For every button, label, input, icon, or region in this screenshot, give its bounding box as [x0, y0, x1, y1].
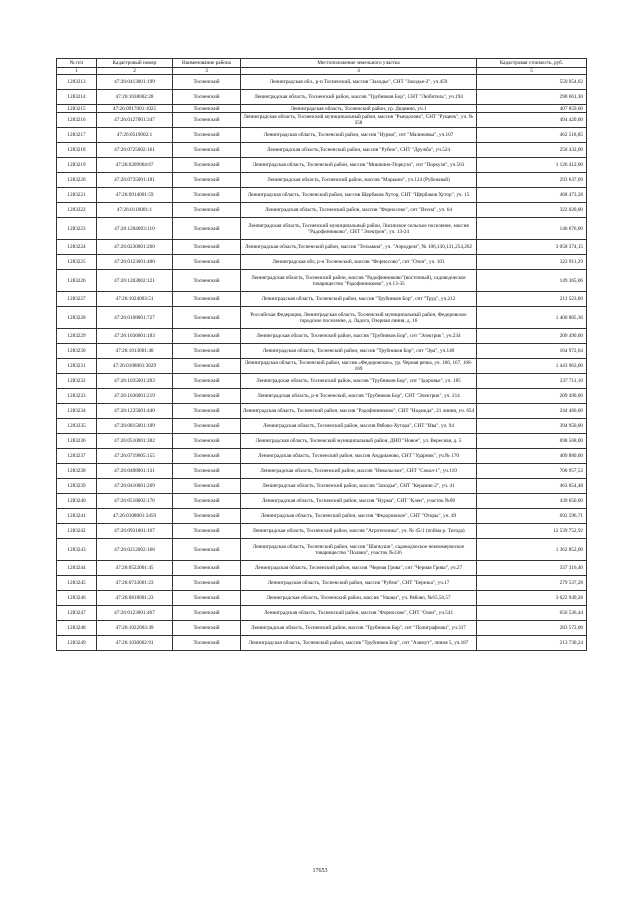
- cadastral-number: 47:26:0522001:45: [97, 561, 173, 576]
- district-name: Тосненский: [173, 158, 241, 173]
- row-index: 1283246: [57, 591, 97, 606]
- table-row: [57, 203, 587, 218]
- table-row: [57, 621, 587, 636]
- location: Ленинградская область, Тосненский район, массив "Никольское", СНТ "Сокол-1", уч.110: [241, 464, 477, 479]
- cadastral-number: 47:26:0123001:467: [97, 606, 173, 621]
- row-index: 1283245: [57, 576, 97, 591]
- cadastral-value-table: [56, 58, 586, 651]
- table-row: [57, 464, 587, 479]
- table-row: [57, 479, 587, 494]
- cadastral-number: 47:26:1038002:28: [97, 90, 173, 105]
- location: Ленинградская область, Тосненский район, массив "Форносово", снт "Весна", уч. 64: [241, 203, 477, 218]
- district-name: Тосненский: [173, 105, 241, 113]
- location: Ленинградская область, Тосненский муниципальный район, Лисинское сельское поселение, массив "Радофинниково", СНТ "Электрон", уч. 13-24: [241, 218, 477, 240]
- table-row: [57, 105, 587, 113]
- district-name: Тосненский: [173, 359, 241, 374]
- cadastral-value: 213 730,24: [477, 636, 587, 651]
- row-index: 1283241: [57, 509, 97, 524]
- header-index: № п/п: [57, 59, 97, 68]
- district-name: Тосненский: [173, 464, 241, 479]
- table-row: [57, 143, 587, 158]
- cadastral-number: 47:26:1035001:203: [97, 374, 173, 389]
- district-name: Тосненский: [173, 292, 241, 307]
- table-row: [57, 561, 587, 576]
- cadastral-value: 407 859,60: [477, 105, 587, 113]
- cadastral-number: 47:26:0519002:1: [97, 128, 173, 143]
- cadastral-number: 47:26:0914001:59: [97, 188, 173, 203]
- district-name: Тосненский: [173, 255, 241, 270]
- location: Ленинградская область, Тосненский район, массив "Марьино", уч.124 (Рубежный): [241, 173, 477, 188]
- row-index: 1283244: [57, 561, 97, 576]
- cadastral-value: 1 400 805,36: [477, 307, 587, 329]
- location: Ленинградская область, Тосненский район, массив «Федоровское», ур. Черная речка, уч. 166, 167, 168-169: [241, 359, 477, 374]
- cadastral-value: 1 362 852,00: [477, 539, 587, 561]
- row-index: 1283239: [57, 479, 97, 494]
- column-number: 4: [241, 68, 477, 75]
- column-number-row: [57, 68, 587, 75]
- row-index: 1283218: [57, 143, 97, 158]
- row-index: 1283232: [57, 374, 97, 389]
- table-row: [57, 494, 587, 509]
- district-name: Тосненский: [173, 389, 241, 404]
- row-index: 1283234: [57, 404, 97, 419]
- table-row: [57, 188, 587, 203]
- table-row: [57, 270, 587, 292]
- table-row: [57, 576, 587, 591]
- cadastral-number: 47:26:1036001:219: [97, 389, 173, 404]
- table-row: [57, 344, 587, 359]
- row-index: 1283240: [57, 494, 97, 509]
- table-row: [57, 307, 587, 329]
- cadastral-number: 47:26:0735001:181: [97, 173, 173, 188]
- table-row: [57, 539, 587, 561]
- district-name: Тосненский: [173, 374, 241, 389]
- row-index: 1283220: [57, 173, 97, 188]
- table-row: [57, 374, 587, 389]
- cadastral-number: 47:26:0413001:199: [97, 75, 173, 90]
- header-location: Местоположение земельного участка: [241, 59, 477, 68]
- cadastral-value: 209 490,00: [477, 389, 587, 404]
- row-index: 1283216: [57, 113, 97, 128]
- district-name: Тосненский: [173, 606, 241, 621]
- cadastral-value: 211 523,60: [477, 292, 587, 307]
- header-district: Наименование района: [173, 59, 241, 68]
- cadastral-value: 337 316,40: [477, 561, 587, 576]
- district-name: Тосненский: [173, 404, 241, 419]
- cadastral-value: 1 443 963,00: [477, 359, 587, 374]
- table-row: [57, 158, 587, 173]
- cadastral-value: 244 460,00: [477, 404, 587, 419]
- cadastral-number: 47:26:0818001:23: [97, 591, 173, 606]
- cadastral-number: 47:26:0815001:109: [97, 419, 173, 434]
- district-name: Тосненский: [173, 143, 241, 158]
- cadastral-number: 47:26:1024003:51: [97, 292, 173, 307]
- location: Ленинградская область, Тосненский район, массив Андрианово, СНТ "Ударник", уч.№ 170: [241, 449, 477, 464]
- location: Ленинградская область, Тосненский район, массив "Радофинниково"(восточный), садоводческое товарищество "Радофинниково", уч.13-35: [241, 270, 477, 292]
- district-name: Тосненский: [173, 75, 241, 90]
- district-name: Тосненский: [173, 591, 241, 606]
- cadastral-number: 47:26:1204003:110: [97, 218, 173, 240]
- cadastral-number: 47:26:0518002:176: [97, 494, 173, 509]
- district-name: Тосненский: [173, 621, 241, 636]
- cadastral-value: 494 420,00: [477, 113, 587, 128]
- cadastral-value: 409 880,00: [477, 449, 587, 464]
- table-row: [57, 218, 587, 240]
- table-row: [57, 128, 587, 143]
- row-index: 1283231: [57, 359, 97, 374]
- cadastral-number: 47:26:0116001:1: [97, 203, 173, 218]
- district-name: Тосненский: [173, 307, 241, 329]
- location: Ленинградская область,Тосненский район, массив "Рубеж", СНТ "Дружба", уч.524: [241, 143, 477, 158]
- cadastral-number: 47:26:0408001:131: [97, 464, 173, 479]
- location: Ленинградская обл, р-н Тосненский, массив "Форносово", снт "Озон", уч. 101: [241, 255, 477, 270]
- table-row: [57, 449, 587, 464]
- row-index: 1283222: [57, 203, 97, 218]
- table-row: [57, 292, 587, 307]
- row-index: 1283221: [57, 188, 97, 203]
- district-name: Тосненский: [173, 188, 241, 203]
- location: Ленинградская область, Тосненский район, массив "Трубников Бор", снт "Полиграфмаш", уч.317: [241, 621, 477, 636]
- district-name: Тосненский: [173, 576, 241, 591]
- table-row: [57, 240, 587, 255]
- cadastral-value: 439 650,00: [477, 494, 587, 509]
- cadastral-number: 47:26:1036001:183: [97, 329, 173, 344]
- table-row: [57, 636, 587, 651]
- table-row: [57, 591, 587, 606]
- cadastral-number: 47:26:0719005:155: [97, 449, 173, 464]
- cadastral-value: 322 020,00: [477, 203, 587, 218]
- cadastral-number: 47:26:0209004:67: [97, 158, 173, 173]
- table-row: [57, 75, 587, 90]
- table-row: [57, 509, 587, 524]
- cadastral-number: 47:26:0123001:400: [97, 255, 173, 270]
- location: Ленинградская область, Тосненский район, массив "Трубников Бор", снт "Электрик", уч.234: [241, 329, 477, 344]
- cadastral-value: 322 911,29: [477, 255, 587, 270]
- row-index: 1283225: [57, 255, 97, 270]
- location: Ленинградская область, Тосненский район, массив "Агротехника", уч. № 45/1 (пойма р. Тигода): [241, 524, 477, 539]
- location: Ленинградская область, Тосненский район, массив "Федоровское", СНТ "Откры", уч. 49: [241, 509, 477, 524]
- district-name: Тосненский: [173, 494, 241, 509]
- data-table: [56, 58, 587, 651]
- header-cadastral-number: Кадастровый номер: [97, 59, 173, 68]
- district-name: Тосненский: [173, 419, 241, 434]
- location: Ленинградская область, Тосненский район, массив "Шапкуши", садоводческое некоммерческое товарищество "Поляна", участок №336: [241, 539, 477, 561]
- district-name: Тосненский: [173, 218, 241, 240]
- column-number: 1: [57, 68, 97, 75]
- header-row: [57, 59, 587, 68]
- row-index: 1283213: [57, 75, 97, 90]
- cadastral-number: 47:26:0108001:3029: [97, 359, 173, 374]
- column-number: 3: [173, 68, 241, 75]
- cadastral-number: 47:26:0212002:168: [97, 539, 173, 561]
- district-name: Тосненский: [173, 113, 241, 128]
- cadastral-value: 258 432,00: [477, 143, 587, 158]
- cadastral-value: 3 058 374,15: [477, 240, 587, 255]
- location: Ленинградская область, Тосненский район, ур. Дидвино, уч.1: [241, 105, 477, 113]
- location: Ленинградская область, Тосненский район, массив "Трубников Бор", снт "Эра", уч.140: [241, 344, 477, 359]
- cadastral-value: 656 536,44: [477, 606, 587, 621]
- location: Ленинградская область, Тосненский район, массив "Трубников Бор", снт "Труд", уч.212: [241, 292, 477, 307]
- row-index: 1283243: [57, 539, 97, 561]
- district-name: Тосненский: [173, 434, 241, 449]
- cadastral-value: 550 054,62: [477, 75, 587, 90]
- row-index: 1283226: [57, 270, 97, 292]
- table-row: [57, 329, 587, 344]
- row-index: 1283214: [57, 90, 97, 105]
- cadastral-number: 47:26:0917001:1025: [97, 105, 173, 113]
- cadastral-number: 47:26:0108001:3459: [97, 509, 173, 524]
- location: Ленинградская область, Тосненский район, массив Рябово-Хутора", СНТ "Ива", уч. 94: [241, 419, 477, 434]
- table-row: [57, 359, 587, 374]
- row-index: 1283219: [57, 158, 97, 173]
- table-row: [57, 434, 587, 449]
- row-index: 1283248: [57, 621, 97, 636]
- district-name: Тосненский: [173, 90, 241, 105]
- location: Ленинградская область, Тосненский муниципальный район, ДНП "Новое", ул. Вересная, д. 5: [241, 434, 477, 449]
- cadastral-number: 47:26:0725002:161: [97, 143, 173, 158]
- cadastral-value: 1 126 412,00: [477, 158, 587, 173]
- location: Ленинградская область, Тосненский район, массив "Трубников Бор", СНТ "Любитель", уч.194: [241, 90, 477, 105]
- district-name: Тосненский: [173, 344, 241, 359]
- cadastral-value: 12 539 752,92: [477, 524, 587, 539]
- cadastral-value: 462 518,85: [477, 128, 587, 143]
- district-name: Тосненский: [173, 203, 241, 218]
- location: Ленинградская область, Тосненский район, массив "Рубеж", СНТ "Березка", уч.17: [241, 576, 477, 591]
- cadastral-number: 47:26:1030002:91: [97, 636, 173, 651]
- table-row: [57, 389, 587, 404]
- location: Ленинградская обл., р-н Тосненский, массив "Заходье", СНТ "Заходье-2", уч.459: [241, 75, 477, 90]
- district-name: Тосненский: [173, 270, 241, 292]
- row-index: 1283228: [57, 307, 97, 329]
- row-index: 1283249: [57, 636, 97, 651]
- table-row: [57, 90, 587, 105]
- table-body: [57, 75, 587, 651]
- district-name: Тосненский: [173, 524, 241, 539]
- district-name: Тосненский: [173, 449, 241, 464]
- row-index: 1283237: [57, 449, 97, 464]
- table-row: [57, 173, 587, 188]
- district-name: Тосненский: [173, 329, 241, 344]
- row-index: 1283247: [57, 606, 97, 621]
- district-name: Тосненский: [173, 173, 241, 188]
- location: Ленинградская область, Тосненский муниципальный район, массив "Рындолово", СНТ "Рущеек", уч. № 358: [241, 113, 477, 128]
- cadastral-number: 47:26:0230001:260: [97, 240, 173, 255]
- location: Ленинградская область, Тосненский район, массив "Трубников Бор", снт "Здоровье", уч. 185: [241, 374, 477, 389]
- row-index: 1283227: [57, 292, 97, 307]
- cadastral-value: 149 365,06: [477, 270, 587, 292]
- cadastral-number: 47:26:0127001:347: [97, 113, 173, 128]
- district-name: Тосненский: [173, 539, 241, 561]
- row-index: 1283224: [57, 240, 97, 255]
- location: Ленинградская область, Тосненский район, массив "Ушаки", уч. Рябово, №65,56,57: [241, 591, 477, 606]
- column-number: 5: [477, 68, 587, 75]
- location: Ленинградская область, Тосненский район, массив "Мишкино-Поркузи", снт "Поркузи", уч.563: [241, 158, 477, 173]
- cadastral-number: 47:26:0931001:167: [97, 524, 173, 539]
- cadastral-value: 209 490,00: [477, 329, 587, 344]
- cadastral-value: 164 972,64: [477, 344, 587, 359]
- page-number: 17653: [312, 868, 328, 874]
- cadastral-value: 237 711,10: [477, 374, 587, 389]
- location: Ленинградская область, Тосненский район, массив "Заходье", СНТ "Керамик-2", уч. 41: [241, 479, 477, 494]
- location: Российская Федерация, Ленинградская область, Тосненский муниципальный район, Федоровское городское поселение, д. Ладога, Озерная линия, д. 16: [241, 307, 477, 329]
- cadastral-number: 47:26:0733001:23: [97, 576, 173, 591]
- district-name: Тосненский: [173, 479, 241, 494]
- cadastral-number: 47:26:1203002:121: [97, 270, 173, 292]
- cadastral-value: 3 622 949,28: [477, 591, 587, 606]
- table-row: [57, 524, 587, 539]
- cadastral-value: 293 637,69: [477, 173, 587, 188]
- cadastral-value: 290 661,30: [477, 90, 587, 105]
- row-index: 1283238: [57, 464, 97, 479]
- location: Ленинградская область, Тосненский район, массив "Форносово", СНТ "Озон", уч.541: [241, 606, 477, 621]
- row-index: 1283230: [57, 344, 97, 359]
- cadastral-number: 47:26:1022003:49: [97, 621, 173, 636]
- row-index: 1283217: [57, 128, 97, 143]
- cadastral-number: 47:26:0108001:727: [97, 307, 173, 329]
- district-name: Тосненский: [173, 509, 241, 524]
- row-index: 1283242: [57, 524, 97, 539]
- row-index: 1283233: [57, 389, 97, 404]
- location: Ленинградская область, Тосненский район, массив "Трубников Бор", снт "Азимут", линия 5, уч.187: [241, 636, 477, 651]
- row-index: 1283229: [57, 329, 97, 344]
- location: Ленинградская область, Тосненский район, массив "Черная Грива", снт "Черная Грива", уч.27: [241, 561, 477, 576]
- row-index: 1283215: [57, 105, 97, 113]
- row-index: 1283223: [57, 218, 97, 240]
- cadastral-value: 146 676,00: [477, 218, 587, 240]
- cadastral-value: 394 950,00: [477, 419, 587, 434]
- district-name: Тосненский: [173, 240, 241, 255]
- cadastral-value: 698 568,00: [477, 434, 587, 449]
- location: Ленинградская область, Тосненский район, массив "Нурма", СНТ "Клен", участок №90: [241, 494, 477, 509]
- cadastral-number: 47:26:1225001:440: [97, 404, 173, 419]
- cadastral-number: 47:26:1013001:40: [97, 344, 173, 359]
- cadastral-value: 692 596,71: [477, 509, 587, 524]
- district-name: Тосненский: [173, 561, 241, 576]
- table-row: [57, 404, 587, 419]
- table-row: [57, 606, 587, 621]
- column-number: 2: [97, 68, 173, 75]
- location: Ленинградская область, р-н Тосненский, массив "Трубников Бор", СНТ "Электрик", уч. 214: [241, 389, 477, 404]
- header-cadastral-value: Кадастровая стоимость, руб.: [477, 59, 587, 68]
- row-index: 1283236: [57, 434, 97, 449]
- cadastral-value: 468 473,28: [477, 188, 587, 203]
- table-row: [57, 255, 587, 270]
- cadastral-number: 47:26:0410001:269: [97, 479, 173, 494]
- location: Ленинградская область,Тосненский район, массив "Тельмана", уч. "Аэродром", № 106,130,131,254,262: [241, 240, 477, 255]
- cadastral-number: 47:26:0510001:382: [97, 434, 173, 449]
- location: Ленинградская область, Тосненский район, массив "Нурма", снт "Малиновка", уч.107: [241, 128, 477, 143]
- cadastral-value: 283 572,00: [477, 621, 587, 636]
- table-row: [57, 419, 587, 434]
- row-index: 1283235: [57, 419, 97, 434]
- table-row: [57, 113, 587, 128]
- location: Ленинградская область, Тосненский район, массив "Радофинниково", СНТ "Надежда", 21 линия, уч. 654: [241, 404, 477, 419]
- district-name: Тосненский: [173, 636, 241, 651]
- location: Ленинградская область, Тосненский район, массив Щербаков Хутор, СНТ "Щербаков Хутор", уч. 15: [241, 188, 477, 203]
- cadastral-value: 700 957,53: [477, 464, 587, 479]
- cadastral-value: 463 054,48: [477, 479, 587, 494]
- district-name: Тосненский: [173, 128, 241, 143]
- cadastral-value: 279 537,28: [477, 576, 587, 591]
